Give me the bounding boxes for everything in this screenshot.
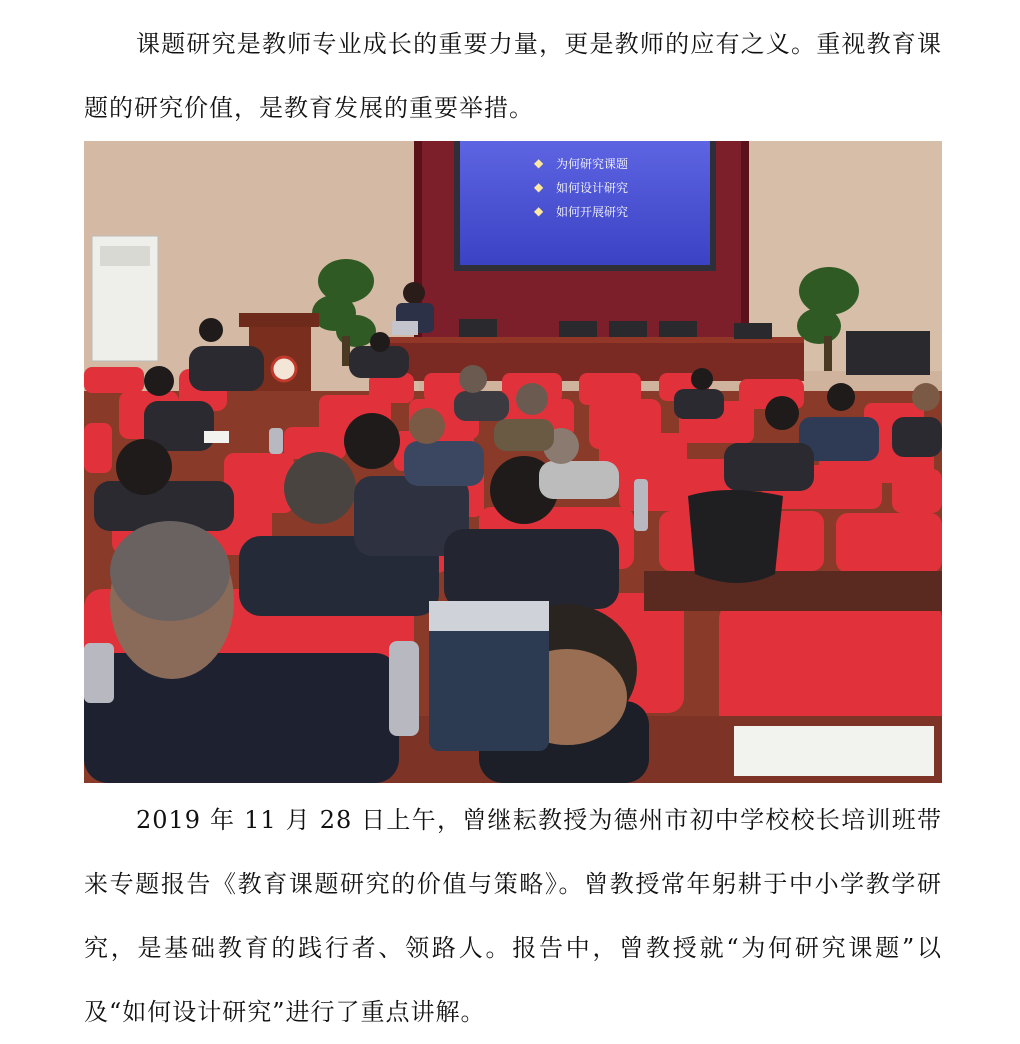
slide-item-3: 如何开展研究	[556, 205, 629, 219]
slide-item-1: 为何研究课题	[556, 157, 629, 171]
lecture-photo	[84, 141, 942, 783]
slide-item-2: 如何设计研究	[556, 181, 629, 195]
paper	[734, 726, 934, 776]
svg-text:◆: ◆	[534, 204, 544, 218]
report-paragraph: 2019 年 11 月 28 日上午，曾继耘教授为德州市初中学校校长培训班带来专题报告《教育课题研究的价值与策略》。曾教授常年躬耕于中小学教学研究，是基础教育的践行者、领路人。报告中，曾教授就“为何研究课题”以及“如何设计研究”进行了重点讲解。	[84, 806, 942, 1026]
projector-screen	[454, 141, 716, 271]
slide-bullet-icon: ◆	[534, 156, 544, 170]
svg-text:◆: ◆	[534, 180, 544, 194]
intro-paragraph: 课题研究是教师专业成长的重要力量，更是教师的应有之义。重视教育课题的研究价值，是教育发展的重要举措。	[84, 30, 942, 122]
jacket	[688, 490, 783, 583]
